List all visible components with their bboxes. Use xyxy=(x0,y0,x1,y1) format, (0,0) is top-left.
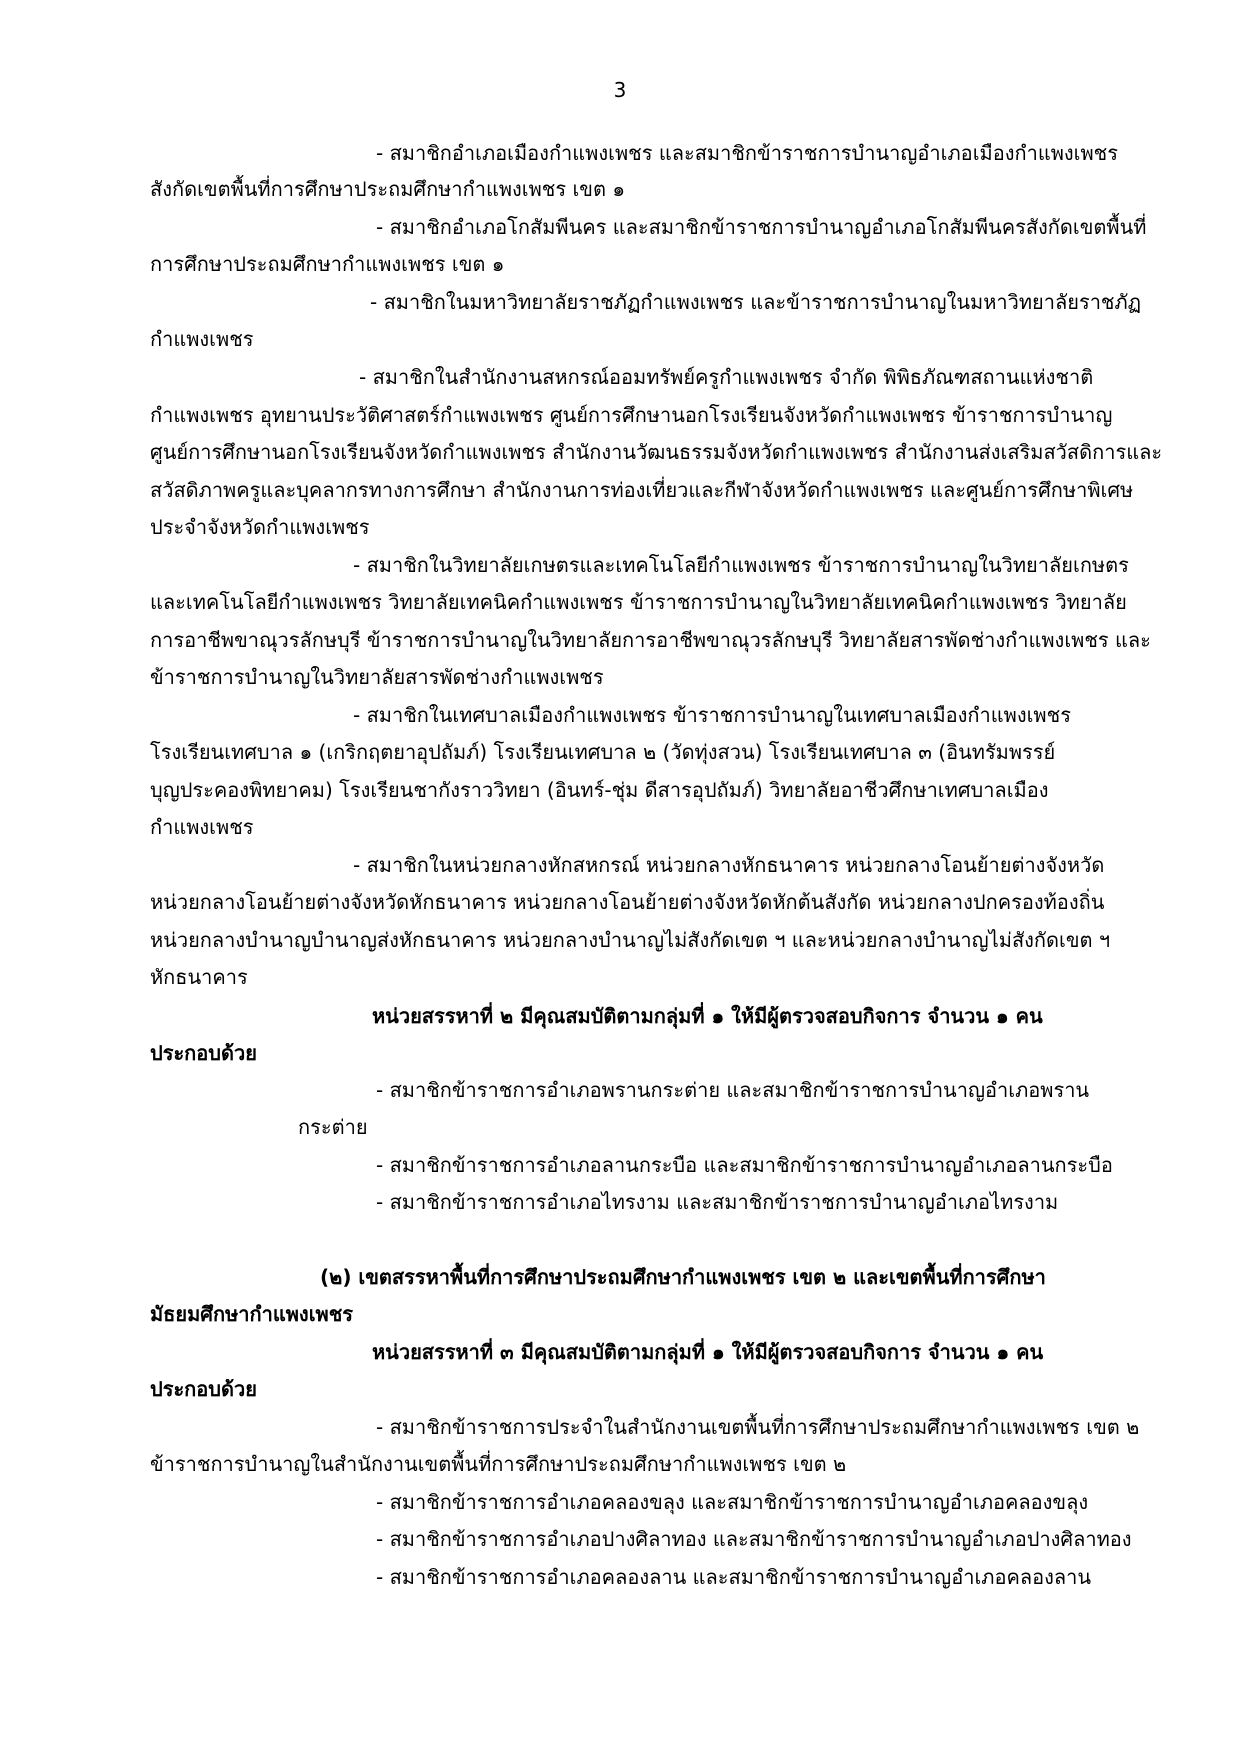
section-heading: (๒) เขตสรรหาพื้นที่การศึกษาประถมศึกษากำแพงเพชร เขต ๒ และเขตพื้นที่การศึกษา xyxy=(320,1265,1046,1289)
text-line: และเทคโนโลยีกำแพงเพชร วิทยาลัยเทคนิคกำแพงเพชร ข้าราชการบำนาญในวิทยาลัยเทคนิคกำแพงเพชร วิทยาลัย xyxy=(150,590,1127,614)
text-line: - สมาชิกอำเภอโกสัมพีนคร และสมาชิกข้าราชการบำนาญอำเภอโกสัมพีนครสังกัดเขตพื้นที่ xyxy=(376,215,1147,239)
text-line: - สมาชิกในมหาวิทยาลัยราชภัฏกำแพงเพชร และข้าราชการบำนาญในมหาวิทยาลัยราชภัฏ xyxy=(370,290,1142,314)
text-line: กำแพงเพชร xyxy=(150,815,254,839)
text-line: - สมาชิกข้าราชการอำเภอพรานกระต่าย และสมาชิกข้าราชการบำนาญอำเภอพราน xyxy=(376,1078,1090,1102)
text-line: - สมาชิกข้าราชการอำเภอคลองขลุง และสมาชิกข้าราชการบำนาญอำเภอคลองขลุง xyxy=(376,1490,1089,1514)
text-line: - สมาชิกข้าราชการอำเภอคลองลาน และสมาชิกข้าราชการบำนาญอำเภอคลองลาน xyxy=(376,1565,1092,1589)
text-line: - สมาชิกข้าราชการประจำในสำนักงานเขตพื้นที่การศึกษาประถมศึกษากำแพงเพชร เขต ๒ xyxy=(376,1415,1140,1439)
text-line: หักธนาคาร xyxy=(150,965,248,989)
section-heading: หน่วยสรรหาที่ ๓ มีคุณสมบัติตามกลุ่มที่ ๑ ให้มีผู้ตรวจสอบกิจการ จำนวน ๑ คน xyxy=(372,1340,1044,1364)
text-line: กระต่าย xyxy=(298,1115,368,1139)
section-heading: มัธยมศึกษากำแพงเพชร xyxy=(150,1302,354,1326)
text-line: ข้าราชการบำนาญในสำนักงานเขตพื้นที่การศึกษาประถมศึกษากำแพงเพชร เขต ๒ xyxy=(150,1452,847,1476)
text-line: ข้าราชการบำนาญในวิทยาลัยสารพัดช่างกำแพงเพชร xyxy=(150,665,604,689)
text-line: หน่วยกลางบำนาญบำนาญส่งหักธนาคาร หน่วยกลางบำนาญไม่สังกัดเขต ฯ และหน่วยกลางบำนาญไม่สังกัดเขต ฯ xyxy=(150,928,1111,952)
text-line: บุญประคองพิทยาคม) โรงเรียนชากังราววิทยา (อินทร์-ชุ่ม ดีสารอุปถัมภ์) วิทยาลัยอาชีวศึกษาเทศบาลเมือง xyxy=(150,778,1049,802)
page-number: 3 xyxy=(613,78,627,102)
text-line: - สมาชิกในหน่วยกลางหักสหกรณ์ หน่วยกลางหักธนาคาร หน่วยกลางโอนย้ายต่างจังหวัด xyxy=(353,853,1105,877)
text-line: - สมาชิกในวิทยาลัยเกษตรและเทคโนโลยีกำแพงเพชร ข้าราชการบำนาญในวิทยาลัยเกษตร xyxy=(353,553,1129,577)
text-line: โรงเรียนเทศบาล ๑ (เกริกฤตยาอุปถัมภ์) โรงเรียนเทศบาล ๒ (วัดทุ่งสวน) โรงเรียนเทศบาล ๓ (อินทรัมพรรย์ xyxy=(150,740,1056,764)
section-heading: ประกอบด้วย xyxy=(150,1377,257,1401)
section-heading: หน่วยสรรหาที่ ๒ มีคุณสมบัติตามกลุ่มที่ ๑ ให้มีผู้ตรวจสอบกิจการ จำนวน ๑ คน xyxy=(372,1004,1043,1028)
text-line: สวัสดิภาพครูและบุคลากรทางการศึกษา สำนักงานการท่องเที่ยวและกีฬาจังหวัดกำแพงเพชร และศูนย์การศึกษาพิเศษ xyxy=(150,478,1134,502)
text-line: - สมาชิกอำเภอเมืองกำแพงเพชร และสมาชิกข้าราชการบำนาญอำเภอเมืองกำแพงเพชร xyxy=(376,141,1119,165)
text-line: - สมาชิกข้าราชการอำเภอลานกระบือ และสมาชิกข้าราชการบำนาญอำเภอลานกระบือ xyxy=(376,1153,1113,1177)
text-line: - สมาชิกในเทศบาลเมืองกำแพงเพชร ข้าราชการบำนาญในเทศบาลเมืองกำแพงเพชร xyxy=(353,703,1071,727)
text-line: - สมาชิกข้าราชการอำเภอไทรงาม และสมาชิกข้าราชการบำนาญอำเภอไทรงาม xyxy=(376,1190,1059,1214)
text-line: กำแพงเพชร xyxy=(150,327,254,351)
text-line: สังกัดเขตพื้นที่การศึกษาประถมศึกษากำแพงเพชร เขต ๑ xyxy=(150,177,626,201)
text-line: การศึกษาประถมศึกษากำแพงเพชร เขต ๑ xyxy=(150,252,505,276)
text-line: การอาชีพขาณุวรลักษบุรี ข้าราชการบำนาญในวิทยาลัยการอาชีพขาณุวรลักษบุรี วิทยาลัยสารพัดช่างกำแพงเพชร และ xyxy=(150,628,1151,652)
text-line: - สมาชิกข้าราชการอำเภอปางศิลาทอง และสมาชิกข้าราชการบำนาญอำเภอปางศิลาทอง xyxy=(376,1527,1132,1551)
section-heading: ประกอบด้วย xyxy=(150,1041,257,1065)
text-line: กำแพงเพชร อุทยานประวัติศาสตร์กำแพงเพชร ศูนย์การศึกษานอกโรงเรียนจังหวัดกำแพงเพชร ข้าราชการบำนาญ xyxy=(150,403,1113,427)
text-line: - สมาชิกในสำนักงานสหกรณ์ออมทรัพย์ครูกำแพงเพชร จำกัด พิพิธภัณฑสถานแห่งชาติ xyxy=(359,365,1094,389)
text-line: หน่วยกลางโอนย้ายต่างจังหวัดหักธนาคาร หน่วยกลางโอนย้ายต่างจังหวัดหักต้นสังกัด หน่วยกลางปกครองท้องถิ่น xyxy=(150,890,1105,914)
text-line: ประจำจังหวัดกำแพงเพชร xyxy=(150,515,370,539)
text-line: ศูนย์การศึกษานอกโรงเรียนจังหวัดกำแพงเพชร สำนักงานวัฒนธรรมจังหวัดกำแพงเพชร สำนักงานส่งเสริมสวัสดิการและ xyxy=(150,440,1163,464)
